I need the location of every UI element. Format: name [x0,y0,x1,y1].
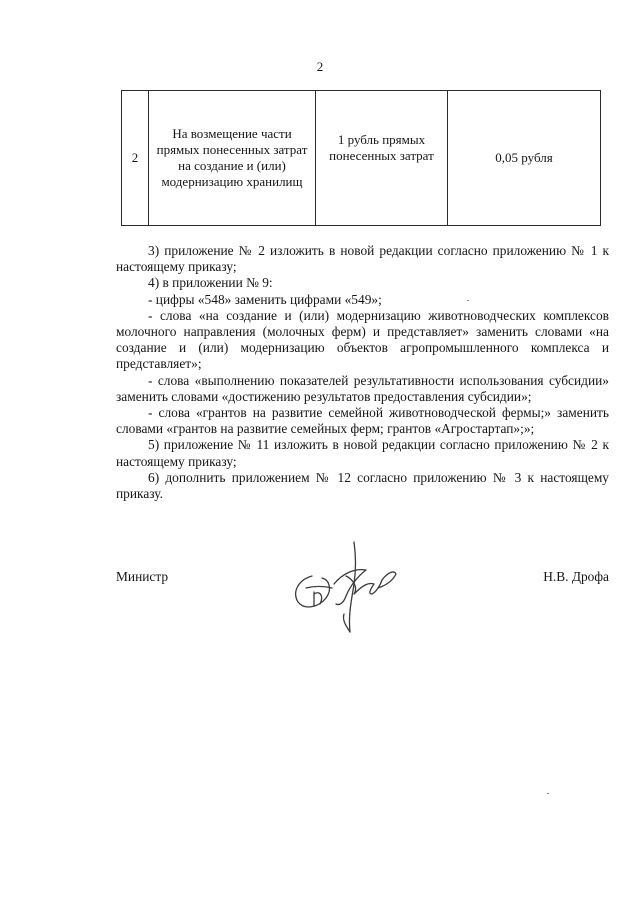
paragraph: 4) в приложении № 9: [148,275,273,291]
page-number: 2 [316,59,324,74]
table-row [122,91,601,226]
unit-text: 1 рубль прямых понесенных затрат [329,132,434,163]
unit-cell [316,91,448,226]
paragraph: - цифры «548» заменить цифрами «549»; [148,291,382,307]
row-number-cell: 2 [122,91,149,226]
subsidy-rate-table [121,90,601,226]
amendments-text [116,243,609,502]
signatory-title: Министр [116,569,169,584]
paragraph: - слова «грантов на развитие семейной животноводческой фермы;» заменить словами «грантов на развитие семейных ферм; грантов «Агростартап»;»; [116,405,609,437]
purpose-cell: На возмещение части прямых понесенных затрат на создание и (или) модернизацию хранилищ [149,91,316,226]
rate-cell: 0,05 рубля [448,91,601,226]
paragraph: 6) дополнить приложением № 12 согласно приложению № 3 к настоящему приказу. [116,469,609,502]
paragraph: 3) приложение № 2 изложить в новой редакции согласно приложению № 1 к настоящему приказу; [116,243,609,275]
paragraph: - слова «выполнению показателей результативности использования субсидии» заменить словами «достижению результатов предоставления субсидии»; [116,372,609,404]
paragraph: - слова «на создание и (или) модернизацию животноводческих комплексов молочного направления (молочных ферм) и представляет» заменить словами «на создание и (или) модернизацию объектов агропромышленного комплекса и представляет»; [116,307,609,372]
scan-speck [467,300,469,301]
scan-speck [547,793,549,794]
paragraph: 5) приложение № 11 изложить в новой редакции согласно приложению № 2 к настоящему приказу; [116,437,609,469]
handwritten-signature [284,536,404,636]
signature-block [116,536,609,636]
signatory-name: Н.В. Дрофа [543,569,609,584]
